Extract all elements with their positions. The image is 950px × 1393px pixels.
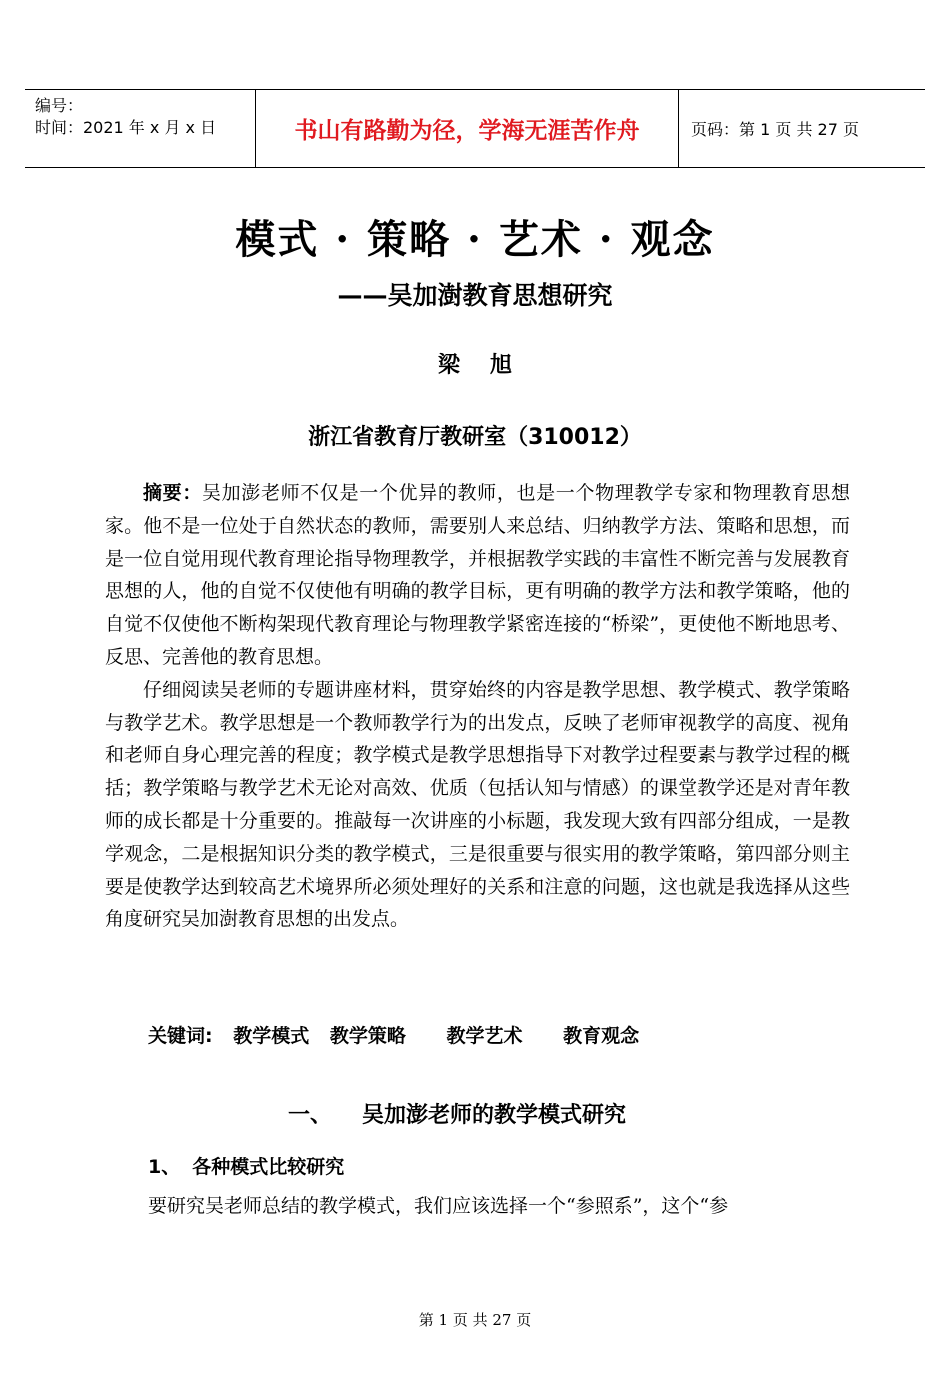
serial-label: 编号： [35, 96, 84, 115]
header-page-info: 页码：第 1 页 共 27 页 [691, 120, 859, 139]
section-heading [288, 1098, 626, 1129]
time-label: 时间：2021 年 x 月 x 日 [35, 118, 217, 137]
keywords-line [148, 1021, 653, 1048]
body-paragraph: 要研究吴老师总结的教学模式，我们应该选择一个“参照系”，这个“参 [148, 1195, 729, 1217]
keywords-label: 关键词: [148, 1025, 213, 1047]
document-subtitle: ——吴加澍教育思想研究 [337, 281, 613, 310]
abstract-label: 摘要： [143, 482, 202, 504]
abstract-paragraph-2: 仔细阅读吴老师的专题讲座材料，贯穿始终的内容是教学思想、教学模式、教学策略与教学艺术。教学思想是一个教师教学行为的出发点，反映了老师审视教学的高度、视角和老师自身心理完善的程度；教学模式是教学思想指导下对教学过程要素与教学过程的概括；教学策略与教学艺术无论对高效、优质（包括认知与情感）的课堂教学还是对青年教师的成长都是十分重要的。推敲每一次讲座的小标题，我发现大致有四部分组成，一是教学观念，二是根据知识分类的教学模式，三是很重要与很实用的教学策略，第四部分则主要是使教学达到较高艺术境界所必须处理好的关系和注意的问题，这也就是我选择从这些角度研究吴加澍教育思想的出发点。 [105, 678, 850, 931]
author-affiliation: 浙江省教育厅教研室（310012） [308, 425, 642, 450]
abstract-block [105, 477, 850, 936]
header-motto: 书山有路勤为径，学海无涯苦作舟 [255, 90, 679, 167]
header-table [25, 89, 925, 168]
section-number: 一、 [288, 1103, 333, 1128]
keyword-item: 教育观念 [563, 1025, 640, 1047]
section-title: 吴加澎老师的教学模式研究 [362, 1103, 627, 1128]
abstract-text: 吴加澎老师不仅是一个优异的教师，也是一个物理教学专家和物理教育思想家。他不是一位处于自然状态的教师，需要别人来总结、归纳教学方法、策略和思想，而是一位自觉用现代教育理论指导物理教学，并根据教学实践的丰富性不断完善与发展教育思想的人，他的自觉不仅使他有明确的教学目标，更有明确的教学方法和教学策略，他的自觉不仅使他不断构架现代教育理论与物理教学紧密连接的“桥梁”，更使他不断地思考、反思、完善他的教育思想。 [105, 482, 850, 668]
page-footer: 第 1 页 共 27 页 [418, 1311, 532, 1329]
subsection-title: 各种模式比较研究 [192, 1156, 345, 1178]
abstract-paragraph [105, 477, 850, 674]
keyword-item: 教学策略 [329, 1025, 406, 1047]
document-title: 模式 · 策略 · 艺术 · 观念 [235, 216, 715, 263]
header-meta-cell [25, 90, 255, 167]
subsection-heading [148, 1152, 344, 1179]
keyword-item: 教学模式 [233, 1025, 310, 1047]
keyword-item: 教学艺术 [446, 1025, 523, 1047]
subsection-number: 1、 [148, 1156, 181, 1178]
author-name: 梁旭 [437, 352, 542, 378]
